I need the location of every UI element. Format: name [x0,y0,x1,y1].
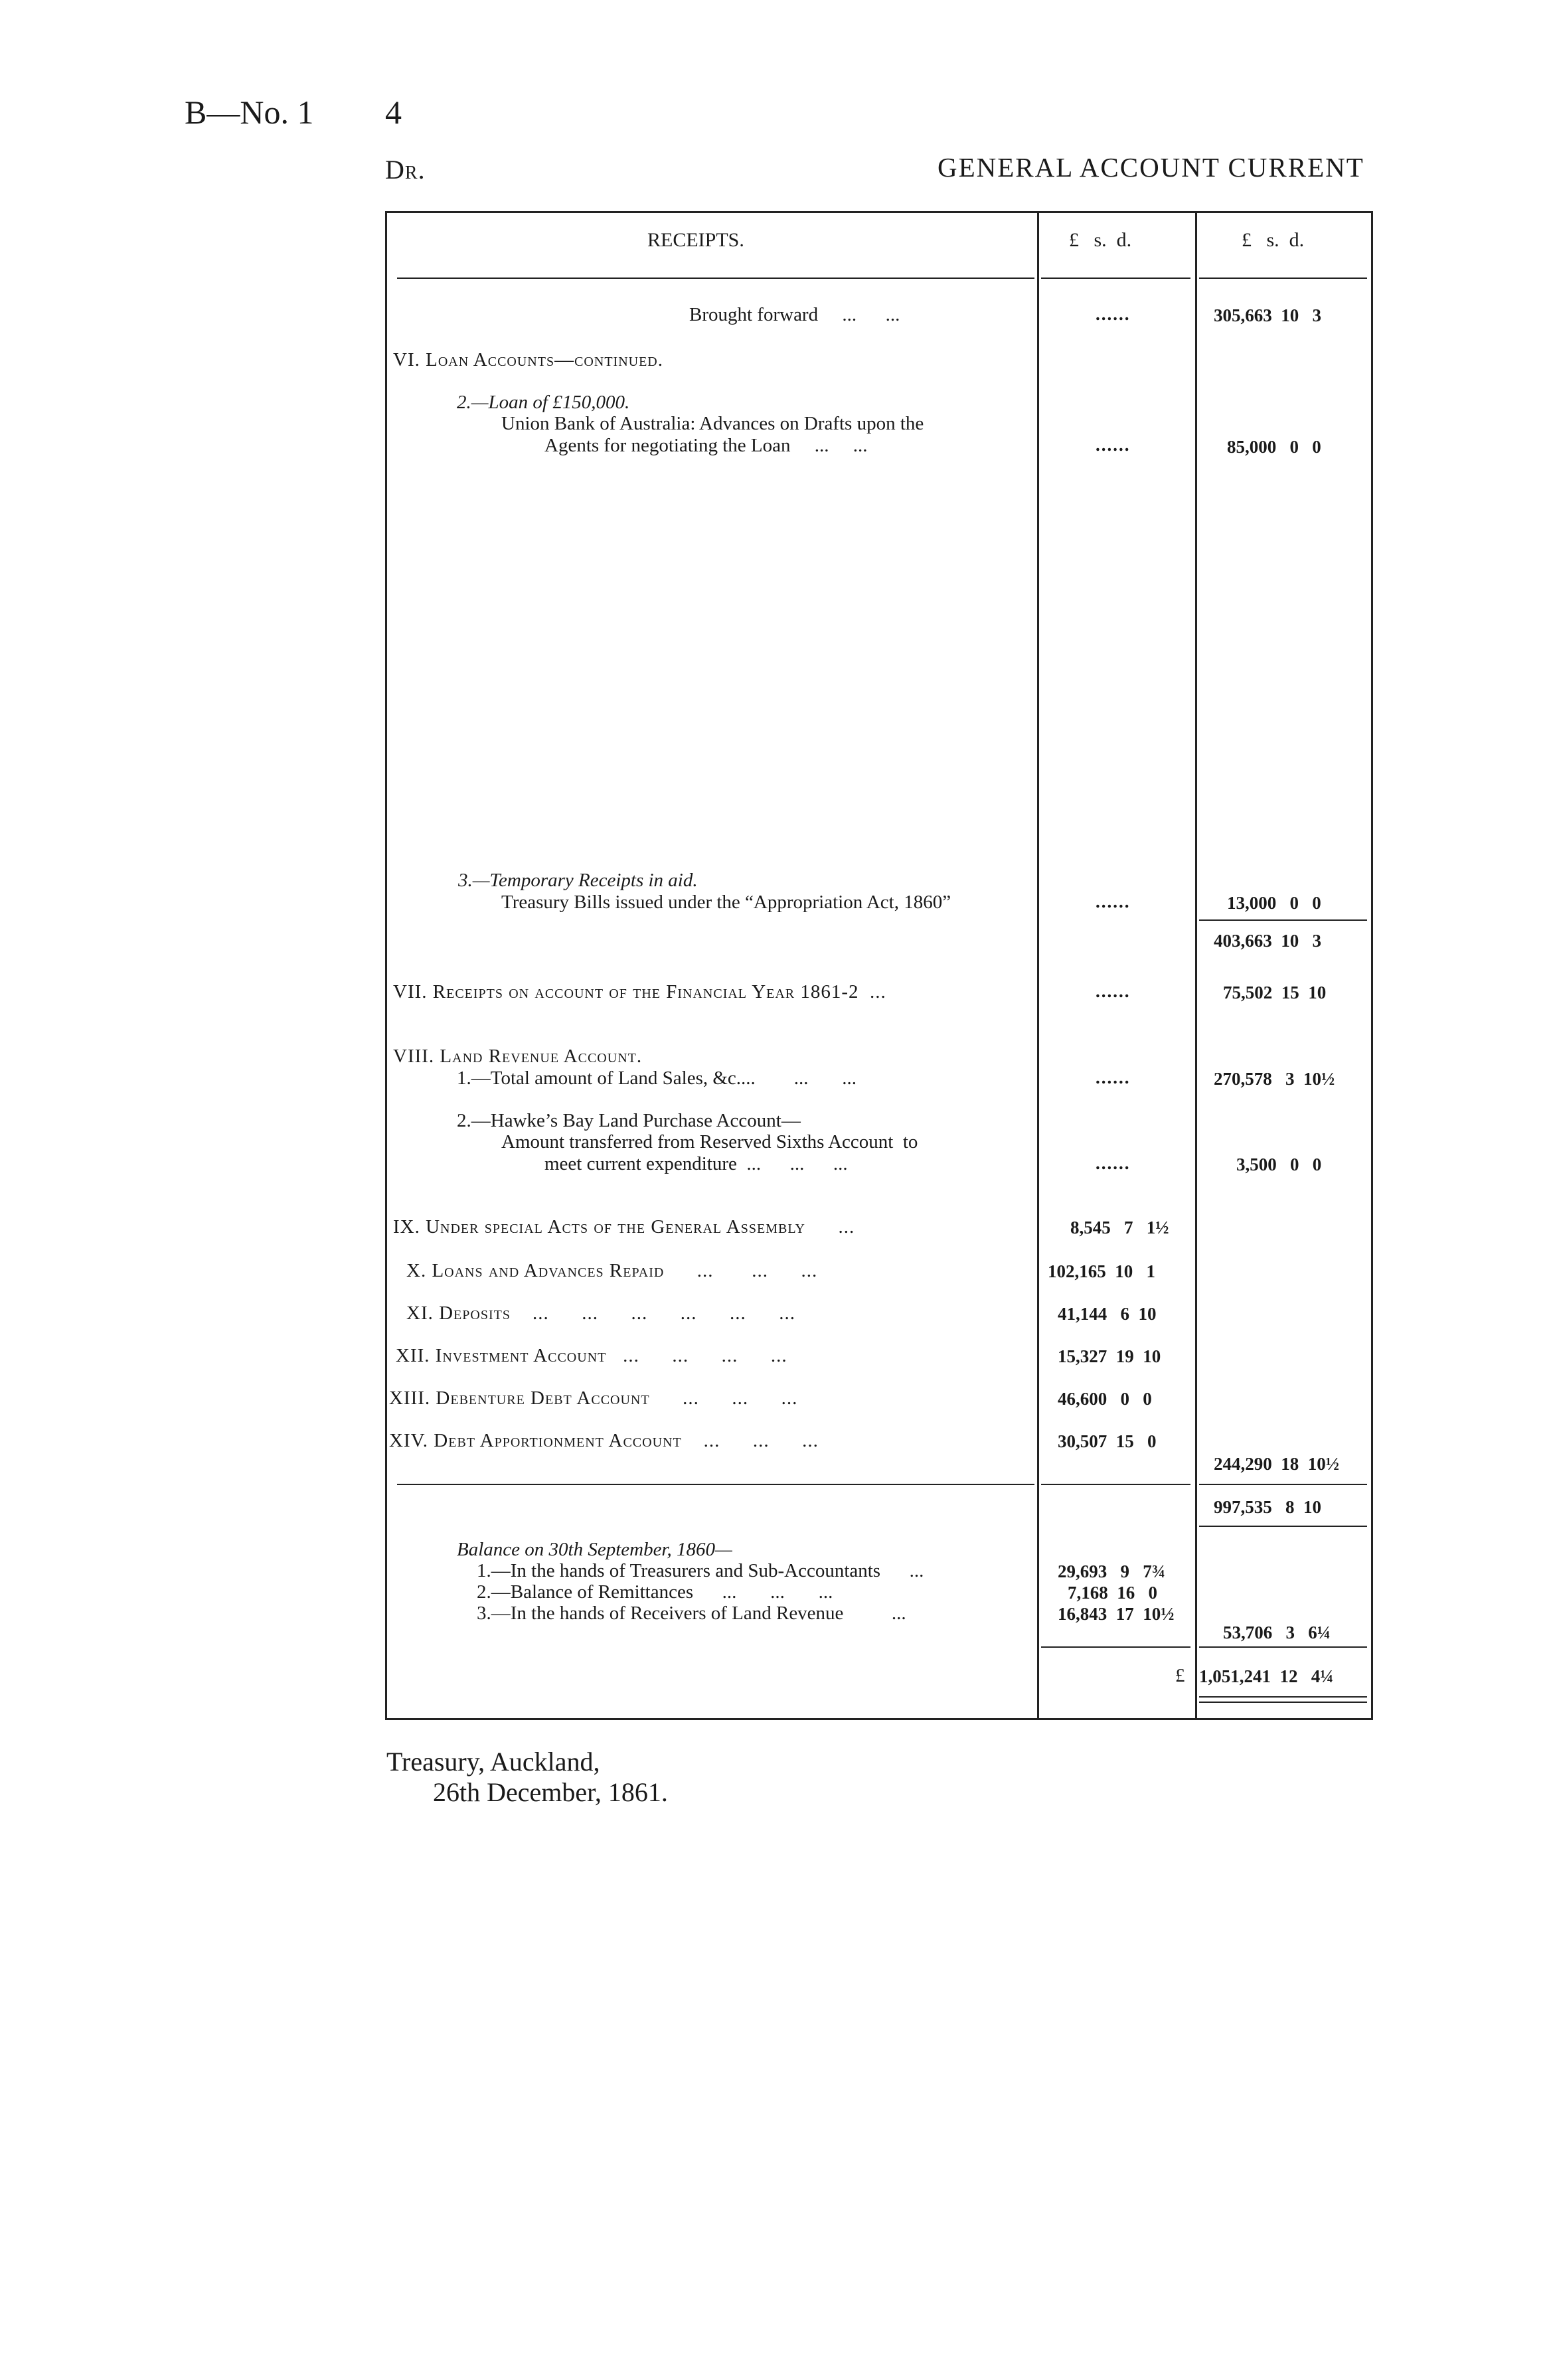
balance-line-1-col1: 29,693 9 7¾ [1058,1561,1165,1581]
section-ix: IX. Under special Acts of the General Assembly ... [393,1216,855,1237]
section-x: X. Loans and Advances Repaid ... ... ... [406,1260,818,1281]
subtotal-2: 997,535 8 10 [1214,1497,1321,1517]
balance-line-3: 3.—In the hands of Receivers of Land Revenue ... [477,1603,906,1624]
hawkes-bay-col2: 3,500 0 0 [1236,1154,1322,1174]
balance-line-2: 2.—Balance of Remittances ... ... ... [477,1581,833,1603]
section-x-col1: 102,165 10 1 [1048,1261,1155,1281]
section-xiii: XIII. Debenture Debt Account ... ... ... [389,1388,798,1409]
balance-line-2-col1: 7,168 16 0 [1068,1583,1157,1603]
table-top-rule [385,211,1373,213]
section-xi-col1: 41,144 6 10 [1058,1304,1157,1324]
balance-line-1: 1.—In the hands of Treasurers and Sub-Accountants ... [477,1560,924,1581]
amount-column-header-1: £ s. d. [1069,229,1132,251]
table-left-border [385,211,387,1718]
loan-line-2: Agents for negotiating the Loan ... ... [544,435,868,456]
total-pound-sign: £ [1175,1665,1185,1686]
balance-heading: Balance on 30th September, 1860— [457,1539,732,1560]
section-vii-col2: 75,502 15 10 [1223,983,1327,1002]
loan-col1: ...... [1096,435,1131,455]
section-xiii-col1: 46,600 0 0 [1058,1389,1152,1409]
section-xii: XII. Investment Account ... ... ... ... [396,1345,787,1366]
section-ix-col1: 8,545 7 1½ [1070,1218,1169,1237]
land-sales-col2: 270,578 3 10½ [1214,1069,1335,1089]
hawkes-bay-line-1: 2.—Hawke’s Bay Land Purchase Account— [457,1110,801,1131]
section-viii-title: VIII. Land Revenue Account. [393,1046,643,1067]
treasury-bills-col2: 13,000 0 0 [1227,893,1321,913]
hawkes-bay-line-3: meet current expenditure ... ... ... [544,1153,848,1174]
treasury-bills-col1: ...... [1096,892,1131,912]
section-xiv-col2: 244,290 18 10½ [1214,1454,1339,1474]
brought-forward-label: Brought forward ... ... [689,304,900,325]
table-bottom-rule [385,1718,1373,1720]
column-divider-1 [1037,211,1039,1718]
subtotal-rule-1 [1199,919,1367,921]
section-vii-col1: ...... [1096,981,1131,1001]
amount-column-header-2: £ s. d. [1242,229,1305,251]
rule-col2-3 [1199,1526,1367,1527]
page-title: GENERAL ACCOUNT CURRENT [938,152,1364,183]
column-divider-2 [1195,211,1197,1718]
balance-line-3-col1: 16,843 17 10½ [1058,1604,1175,1624]
rule-col2-2 [1199,1484,1367,1485]
hawkes-bay-col1: ...... [1096,1153,1131,1173]
land-sales-col1: ...... [1096,1068,1131,1087]
section-xiv-col1: 30,507 15 0 [1058,1431,1157,1451]
treasury-bills-line: Treasury Bills issued under the “Appropriation Act, 1860” [501,892,951,913]
rule-col1-total [1041,1646,1190,1648]
page-number: 4 [385,94,402,131]
temporary-receipts-heading: 3.—Temporary Receipts in aid. [458,870,698,891]
footer-place: Treasury, Auckland, [386,1747,600,1777]
brought-forward-col2: 305,663 10 3 [1214,305,1321,325]
footer-date: 26th December, 1861. [433,1777,668,1807]
section-vii: VII. Receipts on account of the Financial Year 1861-2 ... [393,981,886,1002]
receipts-column-header: RECEIPTS. [647,229,744,251]
subtotal-1: 403,663 10 3 [1214,931,1321,951]
grand-total: 1,051,241 12 4¼ [1199,1666,1334,1686]
balance-col2: 53,706 3 6¼ [1223,1623,1331,1642]
rule-col1-2 [1041,1484,1190,1485]
section-vi-title: VI. Loan Accounts—continued. [393,349,663,370]
rule-col2-total [1199,1646,1367,1648]
total-double-rule-top [1199,1696,1367,1698]
land-sales-line: 1.—Total amount of Land Sales, &c.... ... ... [457,1068,857,1089]
debit-label: Dr. [385,155,426,185]
hawkes-bay-line-2: Amount transferred from Reserved Sixths Account to [501,1131,918,1152]
header-rule-receipts [397,278,1034,279]
header-rule-col1 [1041,278,1190,279]
brought-forward-col1: ...... [1096,304,1131,324]
section-xiv: XIV. Debt Apportionment Account ... ... ... [389,1430,819,1451]
header-rule-col2 [1199,278,1367,279]
loan-line-1: Union Bank of Australia: Advances on Drafts upon the [501,413,924,434]
table-right-border [1371,211,1373,1718]
loan-heading: 2.—Loan of £150,000. [457,392,630,413]
rule-receipts-2 [397,1484,1034,1485]
loan-col2: 85,000 0 0 [1227,437,1321,457]
section-xii-col1: 15,327 19 10 [1058,1346,1161,1366]
total-double-rule-bottom [1199,1702,1367,1703]
section-xi: XI. Deposits ... ... ... ... ... ... [406,1303,795,1324]
page-reference: B—No. 1 [185,94,314,131]
